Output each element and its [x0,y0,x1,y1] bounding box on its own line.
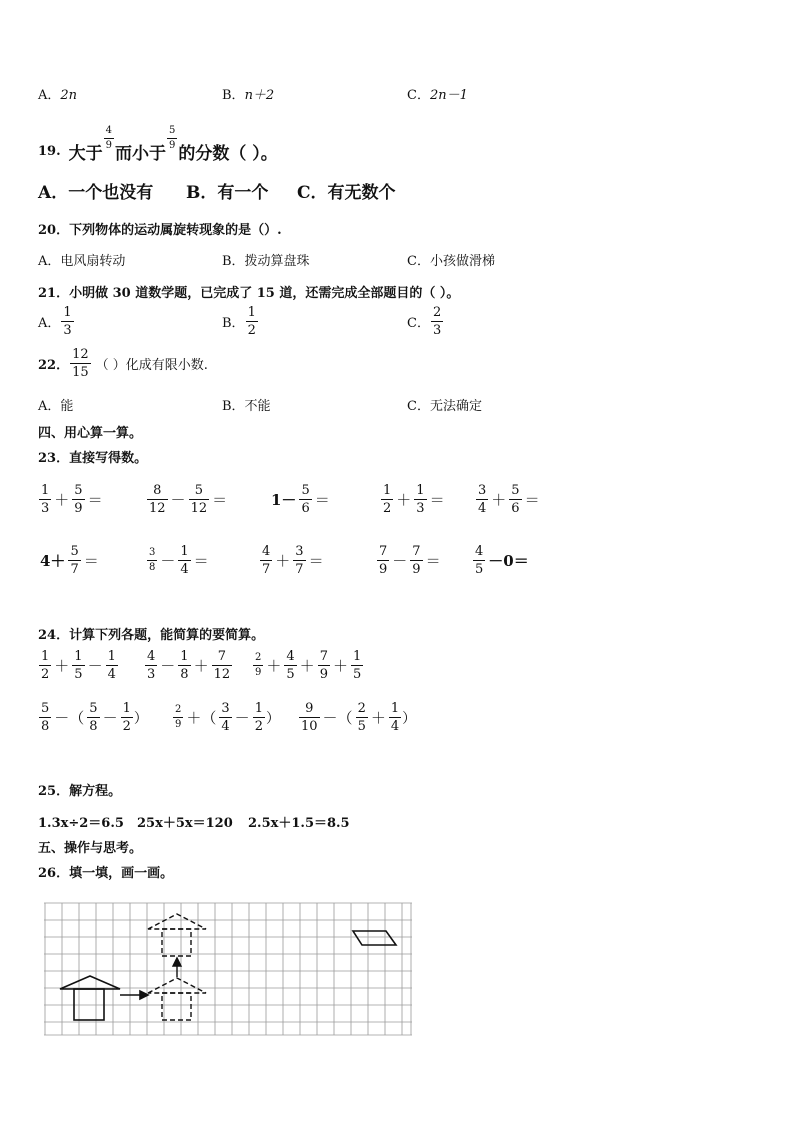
q18-option-a-value: 2n [60,88,78,103]
q22-fraction [70,348,91,379]
q24-expr-4 [38,702,148,733]
operator: － [87,657,103,675]
operator: ＋ [491,491,507,509]
numerator: 3 [149,547,156,558]
numerator: 1 [416,483,425,498]
fraction [293,545,305,576]
fraction [147,484,168,515]
fraction [414,484,426,515]
parallelogram-shape [353,931,396,945]
denominator: 12 [149,501,166,516]
numerator: 7 [379,544,388,559]
q18-option-b-value: n＋2 [244,88,275,103]
q22-option-a[interactable]: A．能 [38,399,74,414]
denominator: 9 [169,139,176,151]
q19-fraction-2 [167,126,177,151]
fraction [356,702,368,733]
q19-number: 19. [38,143,61,159]
numerator: 5 [41,701,50,716]
numerator: 12 [72,347,89,362]
numerator: 1 [63,305,72,320]
denominator: 2 [254,719,263,734]
numerator: 4 [475,544,484,559]
grid-lines [44,903,412,1035]
denominator: 3 [432,323,442,338]
denominator: 5 [286,667,295,682]
fraction [106,650,118,681]
q23-expr-8 [259,545,326,576]
fraction [212,650,233,681]
operator: － [102,709,118,727]
q23-expr-3 [269,484,332,515]
denominator: 4 [107,667,116,682]
fraction [178,545,190,576]
house-shape [60,976,120,1020]
fraction [173,705,183,730]
numerator: 5 [89,701,98,716]
whole-number-term: 4＋ [40,552,66,570]
operator: － [170,491,186,509]
fraction [473,545,485,576]
equals: ＝ [212,491,228,509]
q22-number: 22． [38,358,70,373]
q24-expr-6 [298,702,416,733]
denominator: 8 [41,719,50,734]
q26-grid-figure[interactable] [44,900,414,1038]
q20-option-c[interactable]: C．小孩做滑梯 [407,254,495,269]
q18-option-c-letter: C． [407,88,430,103]
denominator: 4 [478,501,487,516]
q21-option-a-letter: A． [38,316,61,331]
denominator: 4 [390,719,400,734]
q26-question: 26．填一填，画一画。 [38,866,174,881]
numerator: 1 [74,649,83,664]
fraction [509,484,521,515]
q23-expr-9 [376,545,443,576]
operator: ＋（ [186,709,217,727]
q23-expr-7 [146,545,211,576]
numerator: 5 [301,483,310,498]
denominator: 9 [379,562,388,577]
numerator: 1 [352,649,362,664]
numerator: 4 [262,544,271,559]
fraction [410,545,422,576]
fraction [476,484,488,515]
q23-question: 23．直接写得数。 [38,451,148,466]
q21-option-c[interactable] [407,306,444,337]
numerator: 4 [286,649,295,664]
numerator: 8 [153,483,162,498]
denominator: 12 [190,501,208,516]
q23-expr-1 [38,484,105,515]
operator: －（ [322,709,353,727]
numerator: 1 [180,544,189,559]
q22-option-c[interactable]: C．无法确定 [407,399,482,414]
q19-text-a: 大于 [68,143,103,164]
fraction [318,650,330,681]
numerator: 1 [41,649,50,664]
denominator: 7 [295,562,304,577]
fraction [178,650,190,681]
numerator: 1 [107,649,116,664]
q21-option-a-fraction [61,306,73,337]
section-4-heading: 四、用心算一算。 [38,426,143,441]
operator: ＋ [396,491,412,509]
q25-equation-3: 2.5x＋1.5＝8.5 [248,816,350,831]
q19-option-a[interactable]: A．一个也没有 [38,183,154,203]
operator: ＋ [299,657,315,675]
q18-option-c[interactable] [407,84,468,103]
fraction [189,484,210,515]
numerator: 2 [255,652,262,663]
close-paren: ） [265,710,280,727]
numerator: 1 [254,701,263,716]
numerator: 1 [390,701,400,716]
operator: －（ [54,709,85,727]
section-5-heading: 五、操作与思考。 [38,841,143,856]
operator: － [234,709,250,727]
denominator: 8 [89,719,98,734]
numerator: 7 [217,649,226,664]
denominator: 6 [511,501,520,516]
operator: ＋ [332,657,348,675]
q18-option-b[interactable] [222,84,274,103]
q21-option-b-letter: B． [222,316,245,331]
whole-number-term: 1－ [271,491,297,509]
operator: ＋ [370,709,386,727]
operator: ＋ [54,657,70,675]
q25-question: 25．解方程。 [38,784,122,799]
fraction [253,653,263,678]
numerator: 3 [221,701,230,716]
fraction [147,548,157,573]
numerator: 3 [295,544,304,559]
denominator: 2 [41,667,50,682]
denominator: 5 [74,667,83,682]
q21-option-b-fraction [246,306,258,337]
q20-question: 20．下列物体的运动属旋转现象的是（）. [38,223,282,238]
numerator: 2 [432,305,442,320]
fraction [72,650,84,681]
numerator: 1 [122,701,131,716]
fraction [284,650,296,681]
numerator: 4 [105,124,112,136]
denominator: 3 [416,501,425,516]
denominator: 3 [147,667,156,682]
operator: － [160,657,176,675]
denominator: 9 [319,667,328,682]
numerator: 9 [305,701,314,716]
numerator: 2 [357,701,366,716]
q24-expr-1 [38,650,119,681]
q18-option-b-letter: B． [222,88,245,103]
denominator: 4 [221,719,230,734]
numerator: 5 [74,483,83,498]
denominator: 9 [105,139,112,151]
q19-fraction-1 [104,126,114,151]
q19-option-b[interactable]: B．有一个 [186,183,269,203]
denominator: 9 [412,562,421,577]
numerator: 7 [412,544,421,559]
q19-question [38,116,278,166]
close-paren: ） [402,710,417,727]
q21-option-c-letter: C． [407,316,430,331]
q21-option-b[interactable] [222,306,259,337]
denominator: 8 [180,667,189,682]
q18-option-c-value: 2n－1 [429,88,468,103]
fraction [260,545,272,576]
denominator: 3 [41,501,50,516]
q18-option-a-letter: A． [38,88,61,103]
numerator: 1 [383,483,392,498]
operator: ＋ [266,657,282,675]
q22-option-b[interactable]: B．不能 [222,399,271,414]
q18-option-a[interactable] [38,84,77,103]
denominator: 15 [72,365,89,380]
numerator: 4 [147,649,156,664]
equals: ＝ [87,491,103,509]
operator: － [160,552,176,570]
fraction [39,650,51,681]
q19-text-b: 而小于 [115,143,166,164]
fraction [351,650,363,681]
numerator: 5 [194,483,203,498]
q23-expr-5 [475,484,542,515]
fraction [39,484,51,515]
denominator: 9 [175,719,182,730]
q23-expr-2 [146,484,229,515]
equals: ＝ [429,491,445,509]
denominator: 10 [301,719,318,734]
equals: ＝ [425,552,441,570]
equals: ＝ [308,552,324,570]
equals: ＝ [193,552,209,570]
fraction [87,702,99,733]
q22-text: （ ）化成有限小数. [95,358,208,373]
numerator: 1 [180,649,189,664]
denominator: 5 [352,667,362,682]
operator: －0＝ [488,552,529,570]
equals: ＝ [524,491,540,509]
fraction [68,545,80,576]
operator: ＋ [193,657,209,675]
fraction [219,702,231,733]
q23-expr-6 [38,545,101,576]
fraction [72,484,84,515]
denominator: 8 [149,562,156,573]
q20-option-a[interactable]: A．电风扇转动 [38,254,126,269]
fraction [299,702,320,733]
fraction [145,650,157,681]
q23-expr-10 [472,545,531,576]
dashed-house-translated [148,978,206,1020]
q24-question: 24．计算下列各题，能简算的要简算。 [38,628,265,643]
denominator: 12 [213,667,231,682]
numerator: 2 [175,704,182,715]
operator: － [392,552,408,570]
close-paren: ） [133,710,148,727]
denominator: 3 [63,323,72,338]
fraction [299,484,311,515]
denominator: 2 [383,501,392,516]
q20-option-b[interactable]: B．拨动算盘珠 [222,254,310,269]
denominator: 4 [180,562,189,577]
fraction [121,702,133,733]
fraction [389,702,401,733]
numerator: 7 [319,649,328,664]
fraction [253,702,265,733]
q25-equation-2: 25x＋5x＝120 [137,816,233,831]
fraction [381,484,393,515]
equals: ＝ [314,491,330,509]
denominator: 7 [70,562,79,577]
numerator: 5 [70,544,79,559]
operator: ＋ [275,552,291,570]
q19-text-c: 的分数（ ）。 [178,143,278,164]
fraction [377,545,389,576]
arrow-right-icon [120,991,148,999]
numerator: 1 [41,483,50,498]
q25-equation-1: 1.3x÷2＝6.5 [38,816,124,831]
numerator: 1 [247,305,256,320]
q23-expr-4 [380,484,447,515]
q21-option-a[interactable] [38,306,75,337]
denominator: 9 [74,501,83,516]
denominator: 5 [475,562,484,577]
q19-option-c[interactable]: C．有无数个 [297,183,396,203]
denominator: 9 [255,667,262,678]
numerator: 5 [169,124,176,136]
operator: ＋ [54,491,70,509]
denominator: 6 [301,501,310,516]
fraction [39,702,51,733]
denominator: 5 [357,719,366,734]
q24-expr-2 [144,650,233,681]
denominator: 2 [247,323,256,338]
q24-expr-5 [172,702,280,733]
denominator: 7 [262,562,271,577]
arrow-up-icon [173,958,181,977]
equals: ＝ [83,552,99,570]
q21-question: 21．小明做 30 道数学题，已完成了 15 道，还需完成全部题目的（ ）。 [38,286,460,301]
q21-option-c-fraction [431,306,443,337]
q24-expr-3 [252,650,364,681]
numerator: 3 [478,483,487,498]
numerator: 5 [511,483,520,498]
denominator: 2 [122,719,131,734]
q22-question [38,348,208,379]
